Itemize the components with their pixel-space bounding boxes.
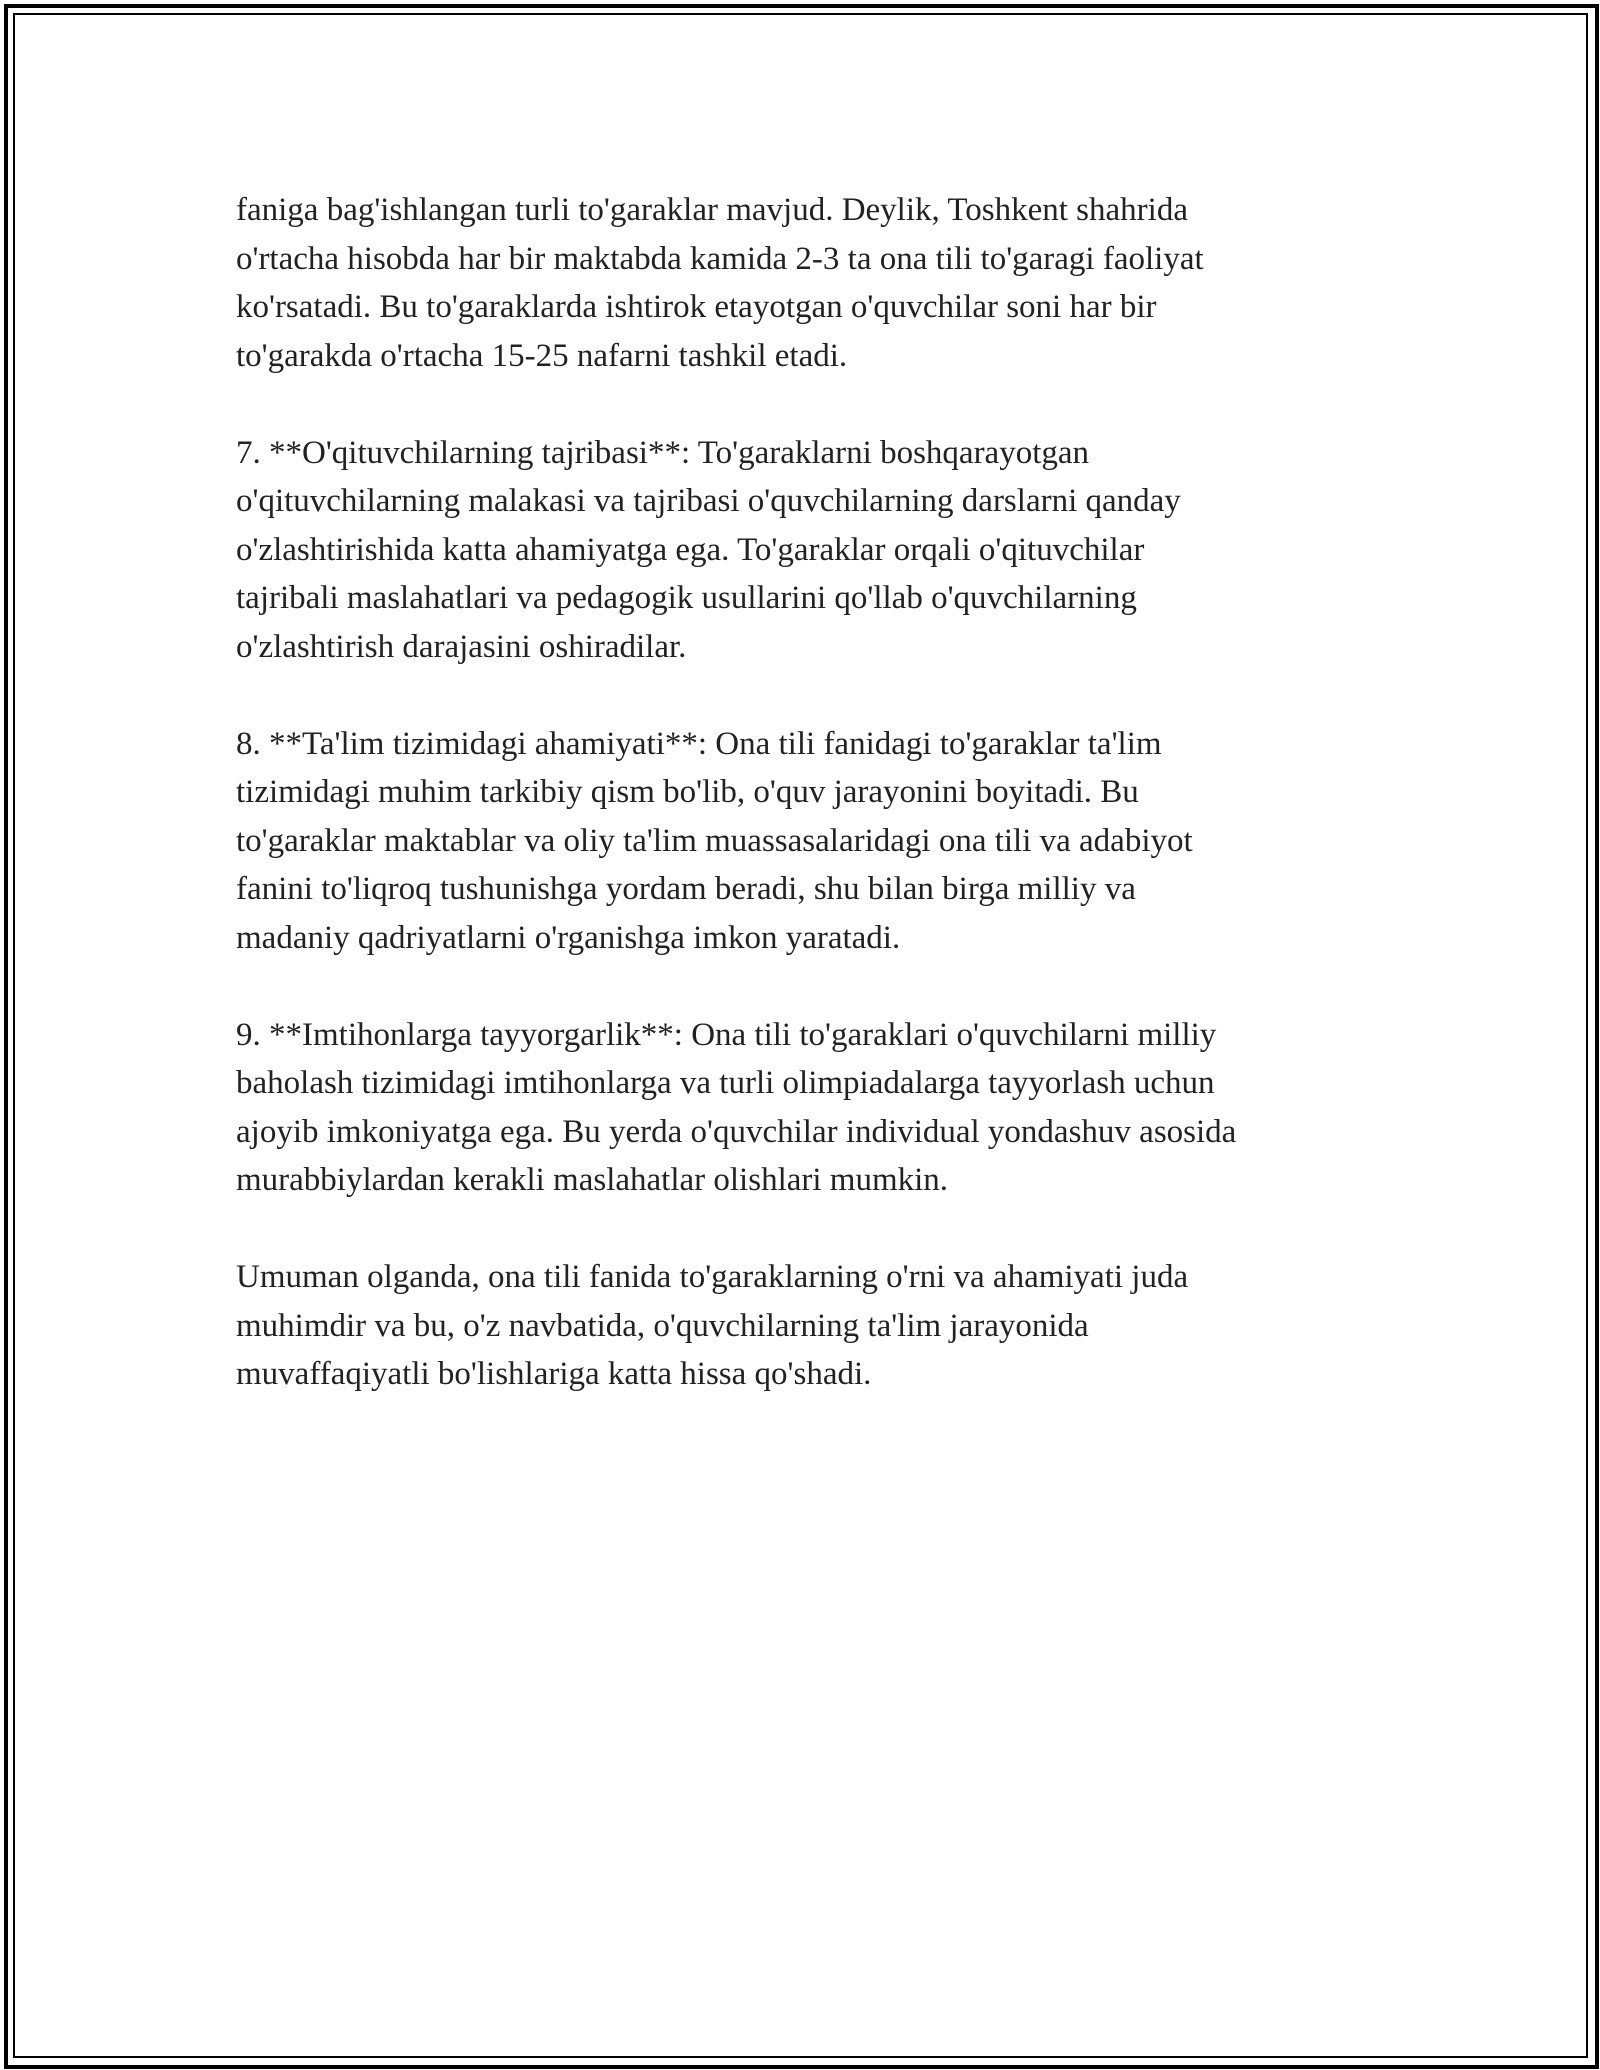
paragraph-item-8: 8. **Ta'lim tizimidagi ahamiyati**: Ona tili fanidagi to'garaklar ta'lim tizimidagi muhim tarkibiy qism bo'lib, o'quv jarayonini boyitadi. Bu to'garaklar maktablar va oliy ta'lim muassasalaridagi ona tili va adabiyot fanini to'liqroq tushunishga yordam beradi, shu bilan birga milliy va madaniy qadriyatlarni o'rganishga imkon yaratadi.: [236, 725, 1193, 956]
document-body: [236, 186, 1376, 1399]
paragraph-conclusion: Umuman olganda, ona tili fanida to'garaklarning o'rni va ahamiyati juda muhimdir va bu, o'z navbatida, o'quvchilarning ta'lim jarayonida muvaffaqiyatli bo'lishlariga katta hissa qo'shadi.: [236, 1259, 1189, 1392]
paragraph-item-9: 9. **Imtihonlarga tayyorgarlik**: Ona tili to'garaklari o'quvchilarni milliy baholash tizimidagi imtihonlarga va turli olimpiadalarga tayyorlash uchun ajoyib imkoniyatga ega. Bu yerda o'quvchilar individual yondashuv asosida murabbiylardan kerakli maslahatlar olishlari mumkin.: [236, 1016, 1237, 1198]
paragraph-item-7: 7. **O'qituvchilarning tajribasi**: To'garaklarni boshqarayotgan o'qituvchilarning malakasi va tajribasi o'quvchilarning darslarni qanday o'zlashtirishida katta ahamiyatga ega. To'garaklar orqali o'qituvchilar tajribali maslahatlari va pedagogik usullarini qo'llab o'quvchilarning o'zlashtirish darajasini oshiradilar.: [236, 434, 1181, 665]
paragraph-intro-continuation: faniga bag'ishlangan turli to'garaklar mavjud. Deylik, Toshkent shahrida o'rtacha hisobda har bir maktabda kamida 2-3 ta ona tili to'garagi faoliyat ko'rsatadi. Bu to'garaklarda ishtirok etayotgan o'quvchilar soni har bir to'garakda o'rtacha 15-25 nafarni tashkil etadi.: [236, 192, 1204, 374]
